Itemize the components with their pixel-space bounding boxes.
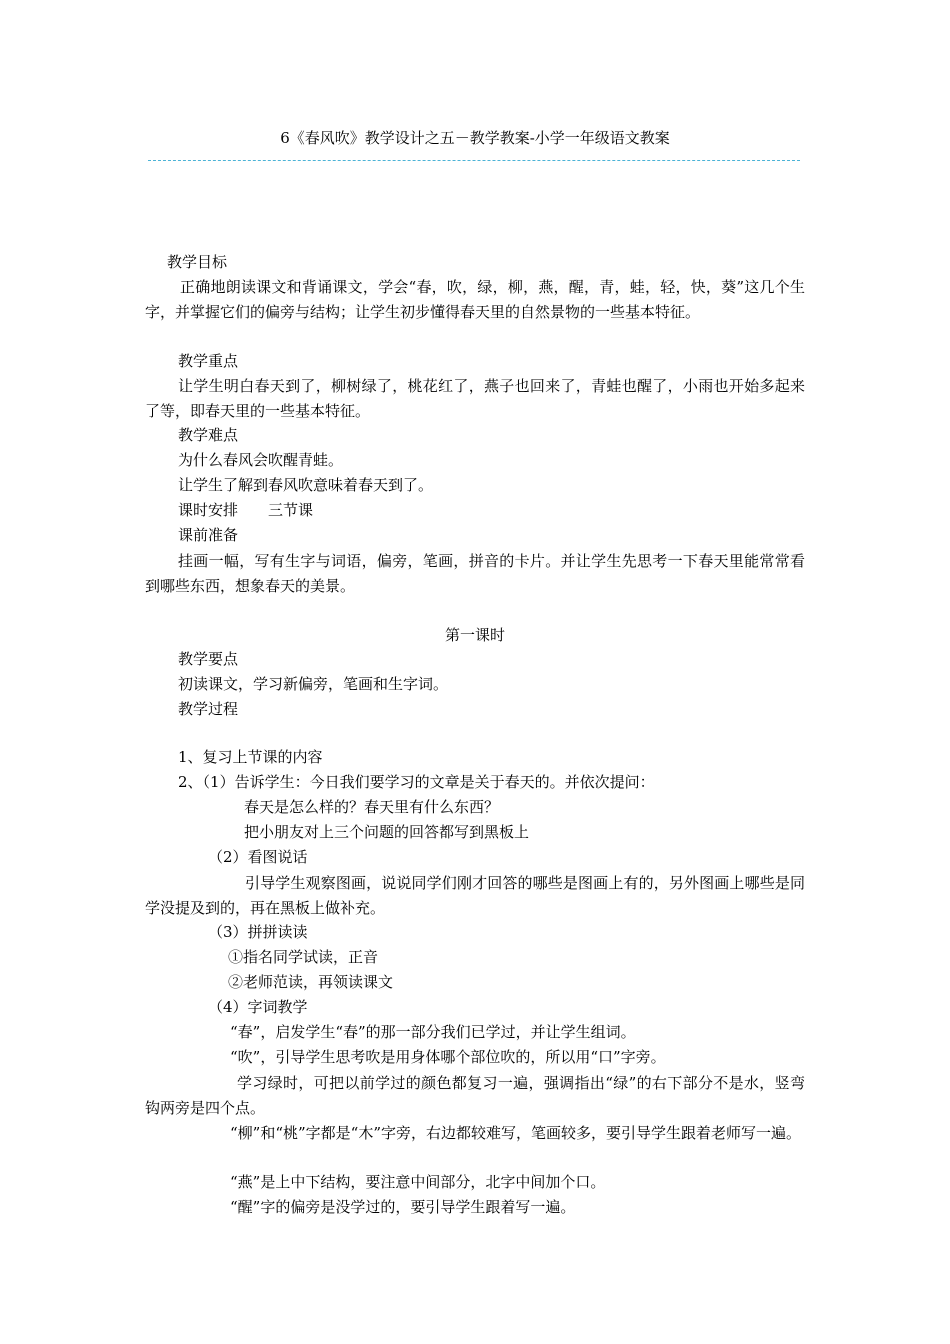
char-note: “春”，启发学生“春”的那一部分我们已学过，并让学生组词。 — [230, 1023, 636, 1041]
difficulty-heading: 教学难点 — [178, 426, 239, 444]
char-note: “燕”是上中下结构，要注意中间部分，北字中间加个口。 — [230, 1173, 606, 1191]
key-points-heading: 教学要点 — [178, 650, 239, 668]
title-divider — [148, 160, 800, 161]
step-2-3-item: ①指名同学试读，正音 — [228, 948, 379, 966]
step-1: 1、复习上节课的内容 — [178, 748, 323, 766]
step-2-board: 把小朋友对上三个问题的回答都写到黑板上 — [244, 823, 530, 841]
step-2-question: 春天是怎么样的？春天里有什么东西？ — [244, 798, 500, 816]
step-2: 2、（1）告诉学生：今日我们要学习的文章是关于春天的。并依次提问： — [178, 773, 655, 791]
step-2-4-heading: （4）字词教学 — [208, 998, 308, 1016]
char-note: “醒”字的偏旁是没学过的，要引导学生跟着写一遍。 — [230, 1198, 576, 1216]
focus-heading: 教学重点 — [178, 352, 239, 370]
step-2-2-heading: （2）看图说话 — [208, 848, 308, 866]
schedule-line: 课时安排 三节课 — [178, 501, 314, 519]
focus-paragraph: 让学生明白春天到了，柳树绿了，桃花红了，燕子也回来了，青蛙也醒了，小雨也开始多起来了等，即春天里的一些基本特征。 — [145, 377, 805, 420]
key-points-text: 初读课文，学习新偏旁，笔画和生字词。 — [178, 675, 449, 693]
difficulty-item: 让学生了解到春风吹意味着春天到了。 — [178, 476, 434, 494]
step-2-3-item: ②老师范读，再领读课文 — [228, 973, 394, 991]
process-heading: 教学过程 — [178, 700, 239, 718]
goal-heading: 教学目标 — [167, 253, 228, 271]
goal-paragraph: 正确地朗读课文和背诵课文，学会“春，吹，绿，柳，燕，醒，青，蛙，轻，快，葵”这几个生字，并掌握它们的偏旁与结构；让学生初步懂得春天里的自然景物的一些基本特征。 — [145, 278, 805, 321]
lesson1-heading: 第一课时 — [444, 626, 505, 644]
document-title: 6《春风吹》教学设计之五－教学教案-小学一年级语文教案 — [280, 129, 670, 147]
char-note: 学习绿时，可把以前学过的颜色都复习一遍，强调指出“绿”的右下部分不是水，竖弯钩两旁是四个点。 — [145, 1074, 805, 1117]
char-note: “吹”，引导学生思考吹是用身体哪个部位吹的，所以用“口”字旁。 — [230, 1048, 666, 1066]
step-2-2-paragraph: 引导学生观察图画，说说同学们刚才回答的哪些是图画上有的，另外图画上哪些是同学没提及到的，再在黑板上做补充。 — [145, 874, 805, 917]
prep-heading: 课前准备 — [178, 526, 239, 544]
step-2-3-heading: （3）拼拼读读 — [208, 923, 308, 941]
difficulty-item: 为什么春风会吹醒青蛙。 — [178, 451, 344, 469]
prep-paragraph: 挂画一幅，写有生字与词语，偏旁，笔画，拼音的卡片。并让学生先思考一下春天里能常常看到哪些东西，想象春天的美景。 — [145, 552, 805, 595]
char-note: “柳”和“桃”字都是“木”字旁，右边都较难写，笔画较多，要引导学生跟着老师写一遍。 — [230, 1124, 802, 1142]
